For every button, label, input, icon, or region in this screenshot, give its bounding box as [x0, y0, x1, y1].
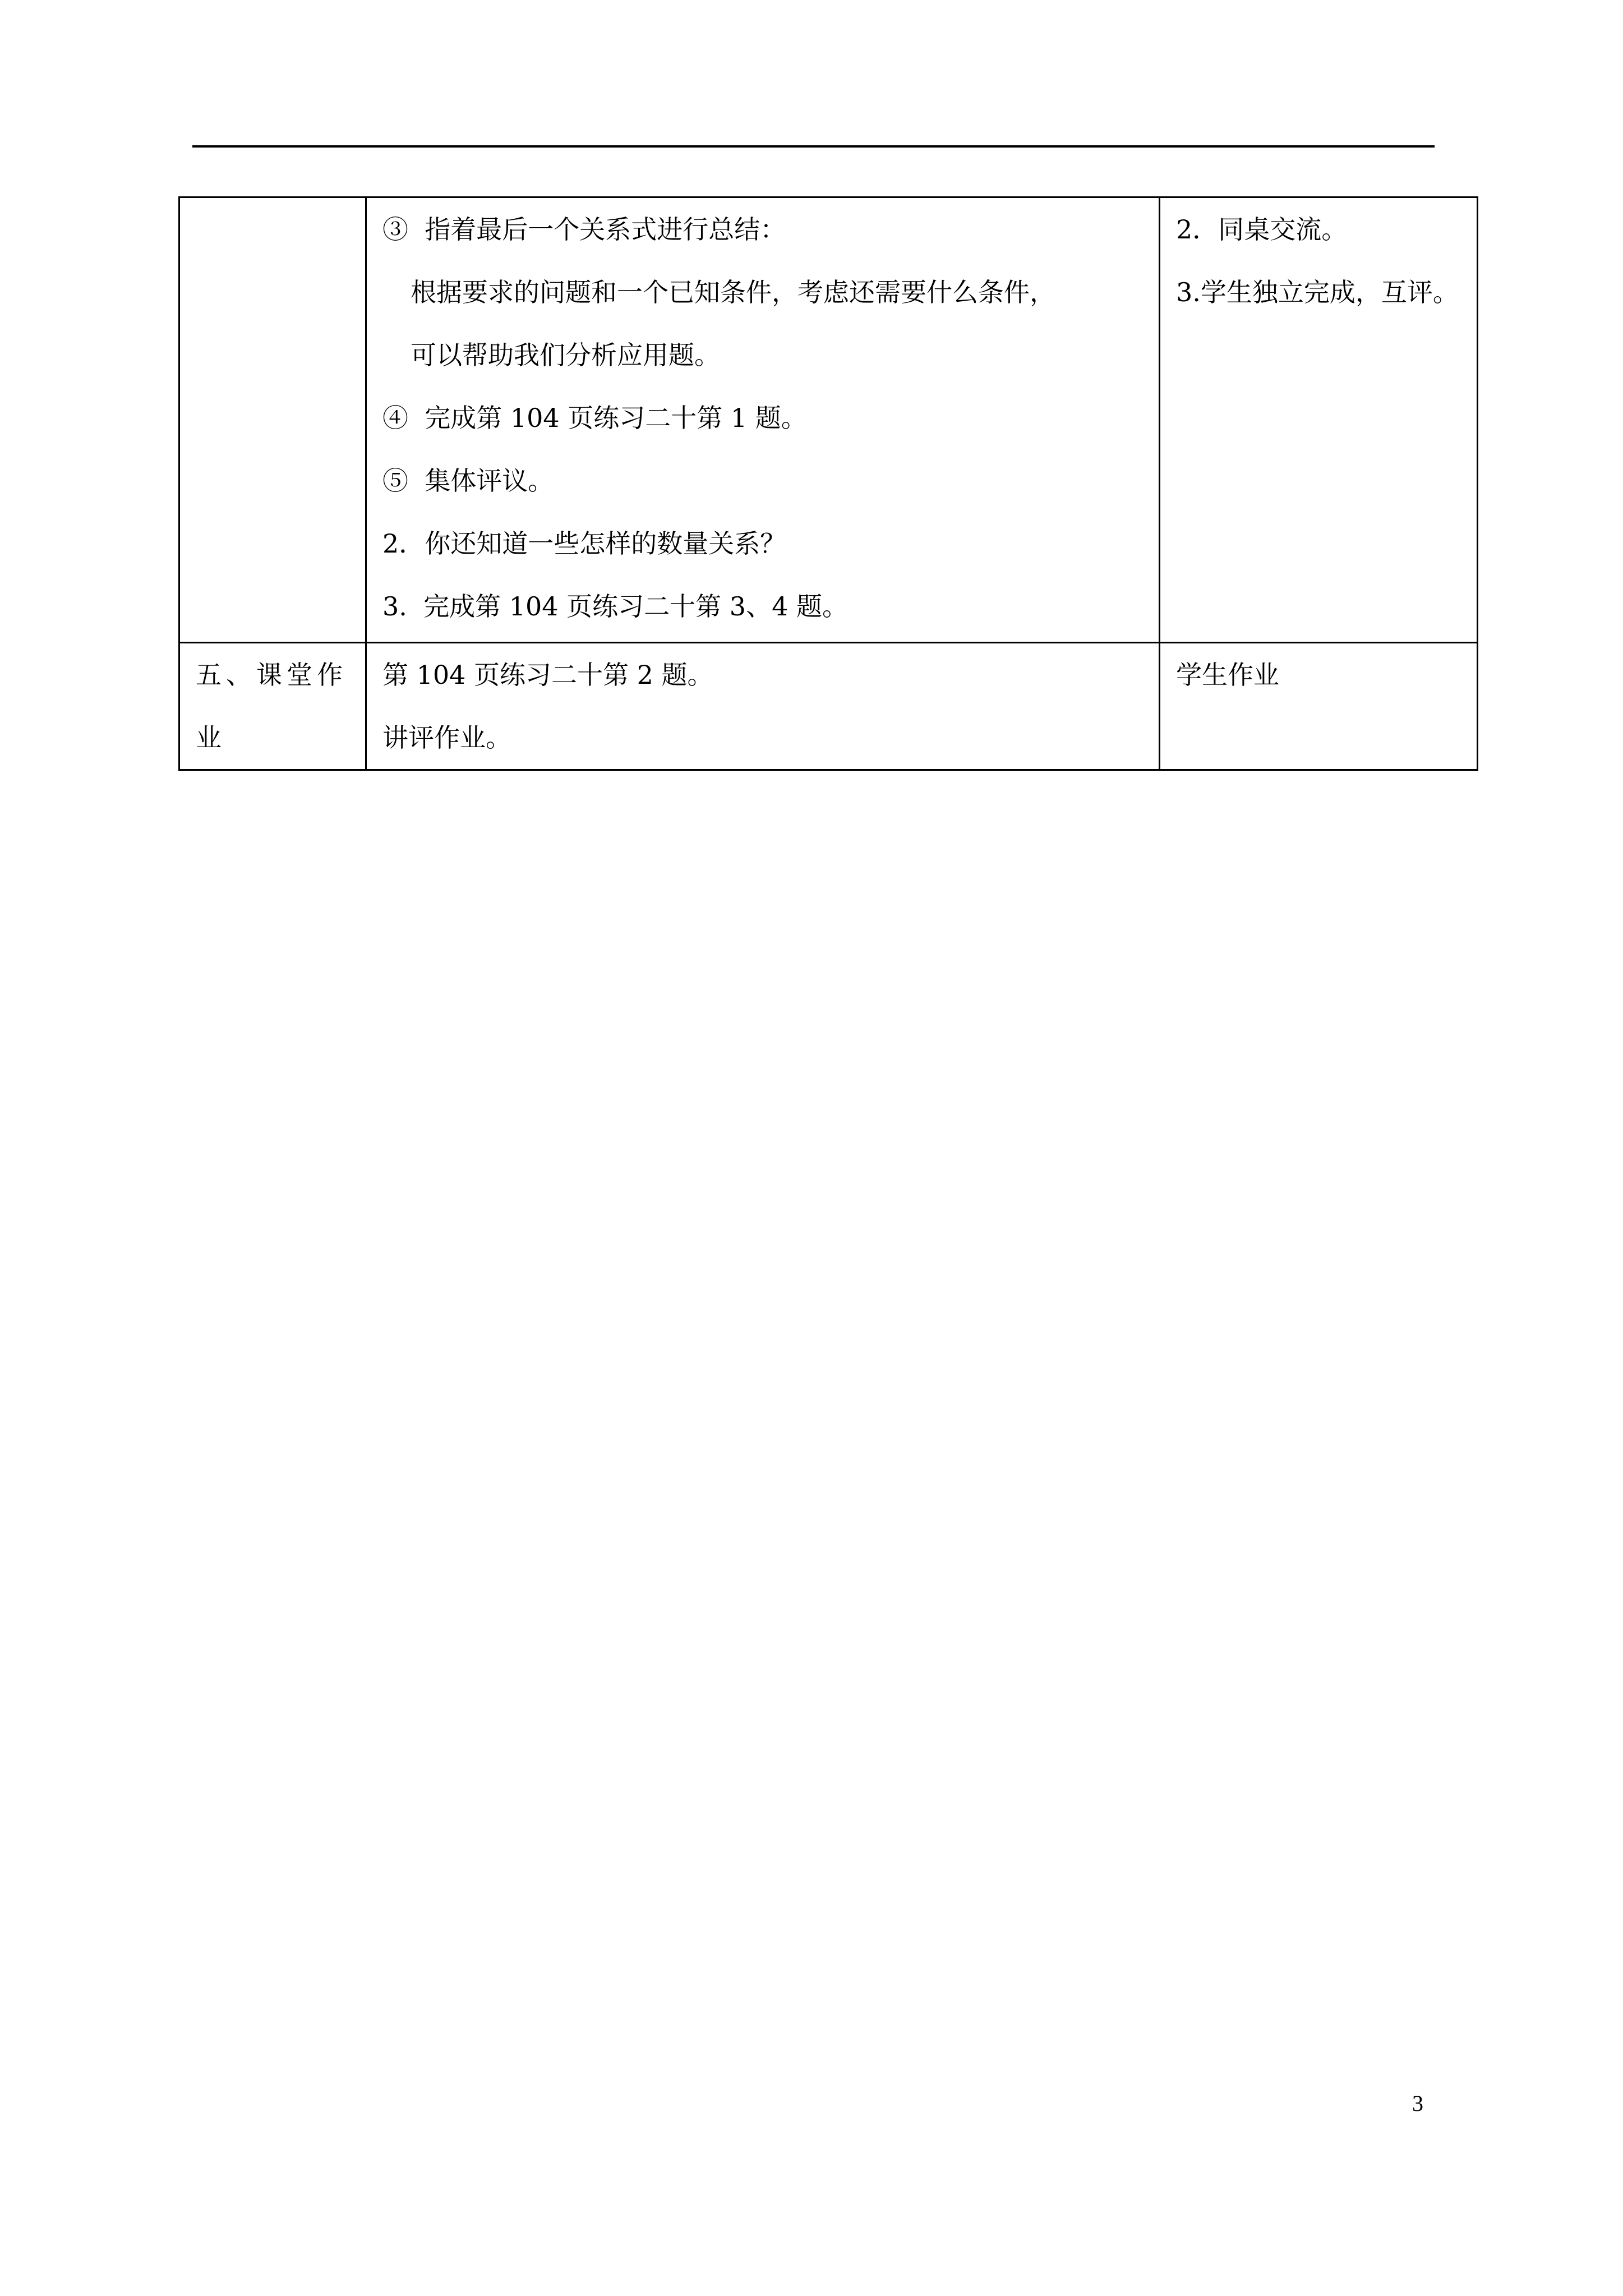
- summary-text-line-1: 根据要求的问题和一个已知条件，考虑还需要什么条件，: [411, 277, 1055, 307]
- discussion-step: ⑤ 集体评议。: [382, 466, 554, 496]
- homework-item: 第 104 页练习二十第 2 题。: [382, 660, 713, 690]
- question-item: 2．你还知道一些怎样的数量关系？: [382, 528, 786, 559]
- teacher-activity-cell: [366, 643, 1160, 770]
- summary-text-line-2: 可以帮助我们分析应用题。: [411, 340, 720, 370]
- student-activity-line: 3.学生独立完成，互评。: [1176, 277, 1459, 307]
- exercise-item: 3. 完成第 104 页练习二十第 3、4 题。: [382, 591, 848, 622]
- student-activity-cell: [1160, 643, 1478, 770]
- stage-label-line-2: 业: [196, 723, 226, 753]
- header-rule: [192, 145, 1435, 148]
- table-row: [179, 197, 1478, 643]
- student-activity-cell: [1160, 197, 1478, 643]
- exercise-step: ④ 完成第 104 页练习二十第 1 题。: [382, 403, 807, 433]
- stage-label-line-1: 五、课堂作: [196, 660, 347, 690]
- lesson-plan-table: [178, 196, 1478, 771]
- table-row: [179, 643, 1478, 770]
- summary-step: ③ 指着最后一个关系式进行总结：: [382, 214, 786, 245]
- page-number: 3: [1412, 2091, 1423, 2116]
- homework-review: 讲评作业。: [382, 723, 511, 753]
- student-activity-line: 学生作业: [1176, 660, 1279, 690]
- stage-cell: [179, 643, 366, 770]
- student-activity-line: 2．同桌交流。: [1176, 214, 1348, 245]
- stage-cell: [179, 197, 366, 643]
- teacher-activity-cell: [366, 197, 1160, 643]
